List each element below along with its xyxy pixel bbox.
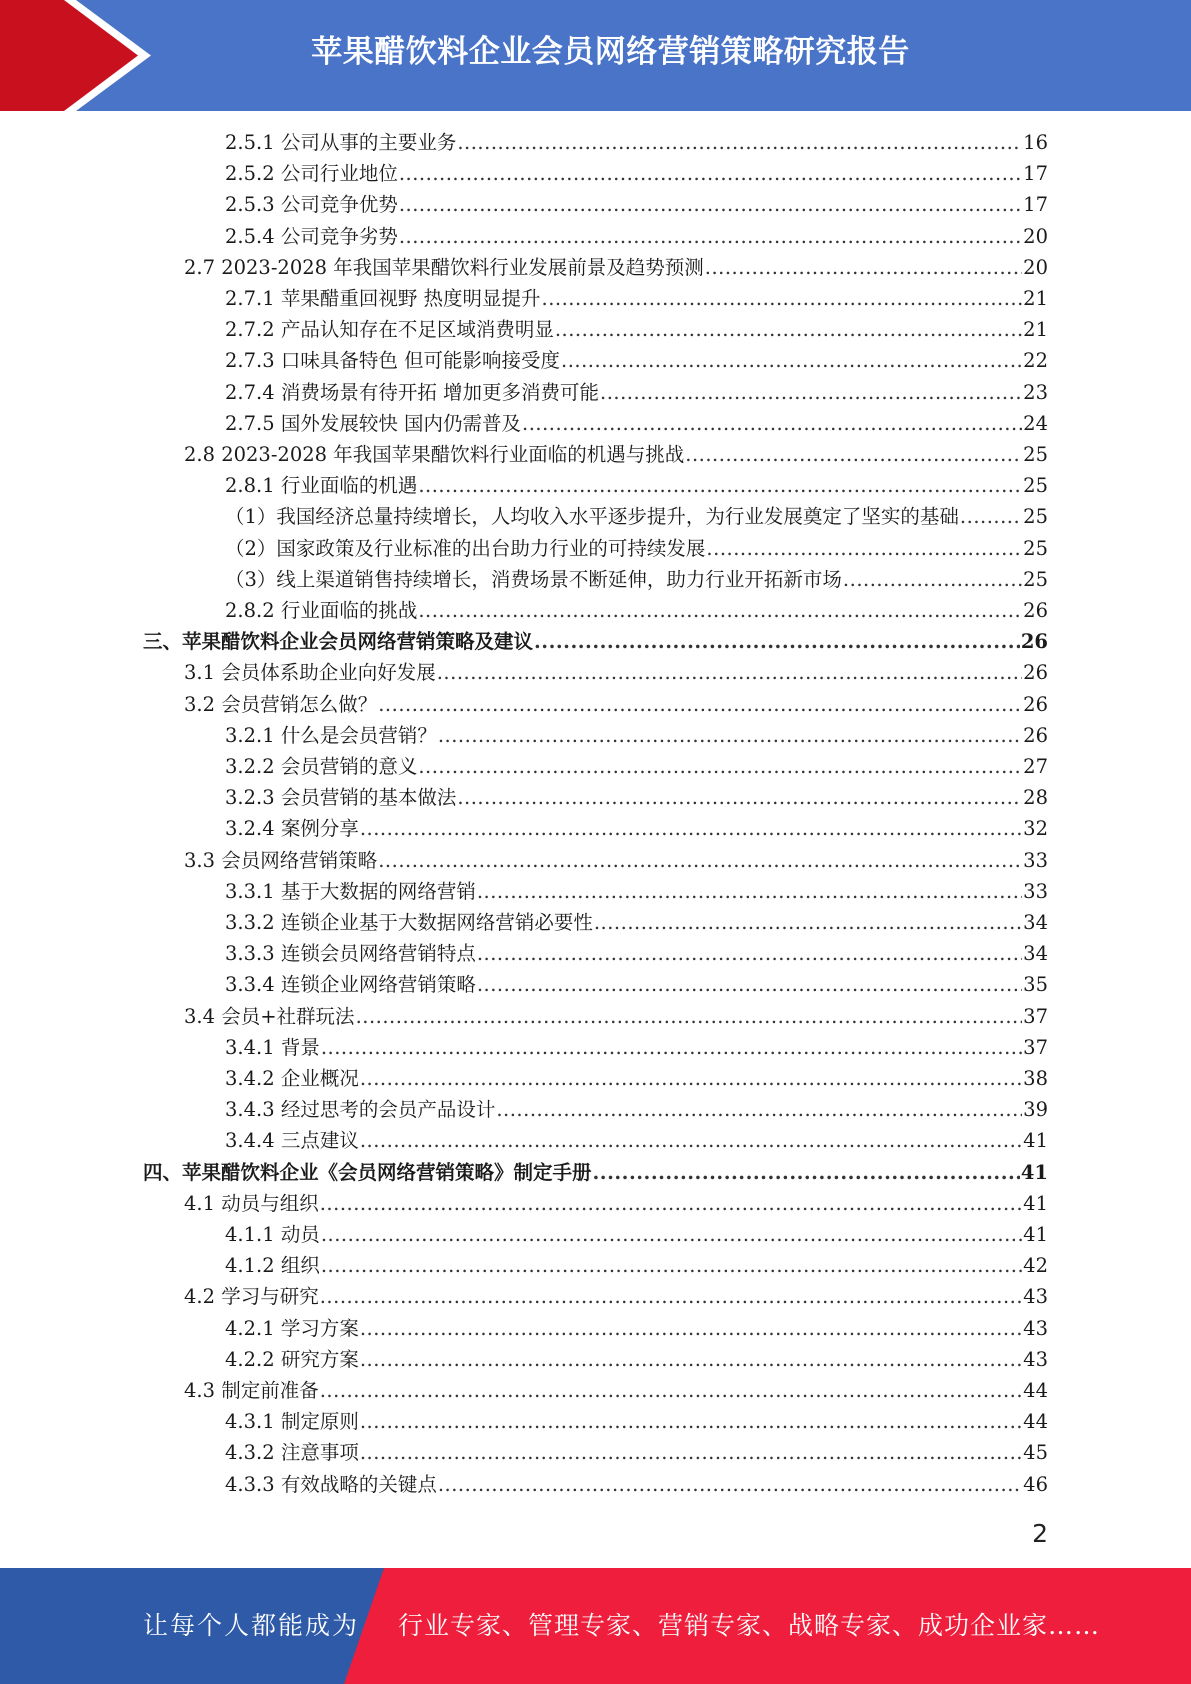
toc-entry-page: 25 <box>1023 443 1048 466</box>
toc-entry-label: 2.7.3 口味具备特色 但可能影响接受度 <box>225 349 561 373</box>
toc-entry-label: 3.4.4 三点建议 <box>225 1129 359 1153</box>
toc-entry-page: 34 <box>1023 942 1048 966</box>
toc-entry[interactable] <box>184 845 1048 876</box>
toc-entry[interactable] <box>225 938 1048 969</box>
toc-entry-page: 37 <box>1023 1004 1048 1028</box>
toc-entry-label: 3.2.2 会员营销的意义 <box>225 755 418 778</box>
toc-dot-leader <box>438 1469 1022 1500</box>
toc-entry-page: 27 <box>1023 755 1048 778</box>
toc-entry[interactable] <box>225 408 1048 439</box>
toc-entry[interactable] <box>184 689 1048 720</box>
toc-entry[interactable] <box>184 439 1048 470</box>
toc-dot-leader <box>360 1406 1022 1437</box>
toc-dot-leader <box>457 782 1022 813</box>
toc-entry-page: 42 <box>1023 1254 1048 1278</box>
toc-entry-page: 39 <box>1023 1098 1048 1122</box>
toc-entry-page: 35 <box>1023 973 1048 997</box>
toc-entry-page: 24 <box>1023 411 1048 435</box>
toc-entry[interactable] <box>225 127 1048 158</box>
page-number: 2 <box>1032 1519 1048 1548</box>
toc-entry-label: 4.1.2 组织 <box>225 1254 320 1278</box>
report-title: 苹果醋饮料企业会员网络营销策略研究报告 <box>311 34 910 70</box>
toc-dot-leader <box>360 1125 1022 1156</box>
toc-dot-leader <box>321 1250 1022 1281</box>
toc-entry[interactable] <box>225 533 1048 564</box>
toc-dot-leader <box>534 626 1020 657</box>
toc-dot-leader <box>593 1157 1020 1188</box>
toc-entry-page: 44 <box>1023 1410 1048 1434</box>
toc-entry-page: 21 <box>1023 318 1048 342</box>
toc-dot-leader <box>320 1281 1022 1312</box>
toc-entry-label: 4.2 学习与研究 <box>184 1285 319 1309</box>
toc-entry[interactable] <box>225 158 1048 189</box>
toc-entry-label: 3.4.3 经过思考的会员产品设计 <box>225 1098 496 1122</box>
toc-entry-page: 44 <box>1023 1379 1048 1402</box>
toc-entry-page: 33 <box>1023 879 1048 903</box>
toc-entry[interactable] <box>225 1469 1048 1500</box>
toc-entry-page: 25 <box>1023 505 1048 529</box>
header-band <box>0 0 1191 111</box>
toc-entry-page: 28 <box>1023 786 1048 810</box>
toc-entry-page: 25 <box>1023 567 1048 591</box>
toc-entry-label: 4.1 动员与组织 <box>184 1191 319 1215</box>
toc-dot-leader <box>685 439 1022 470</box>
toc-entry-label: 3.2.4 案例分享 <box>225 817 359 841</box>
toc-entry-page: 43 <box>1023 1285 1048 1309</box>
toc-entry-label: 4.3 制定前准备 <box>184 1379 319 1402</box>
toc-dot-leader <box>360 813 1022 844</box>
toc-entry-page: 20 <box>1023 224 1048 248</box>
toc-dot-leader <box>320 1375 1022 1406</box>
toc-entry-page: 38 <box>1023 1067 1048 1090</box>
toc-entry[interactable] <box>184 657 1048 688</box>
toc-dot-leader <box>321 1032 1022 1063</box>
toc-dot-leader <box>360 1344 1022 1375</box>
toc-dot-leader <box>378 689 1022 720</box>
toc-entry-page: 25 <box>1023 474 1048 498</box>
toc-entry-label: 3.3.3 连锁会员网络营销特点 <box>225 942 476 966</box>
toc-dot-leader <box>561 345 1022 376</box>
toc-entry-page: 16 <box>1023 131 1048 154</box>
toc-dot-leader <box>418 470 1022 501</box>
toc-entry[interactable] <box>225 221 1048 252</box>
toc-dot-leader <box>320 1188 1022 1219</box>
toc-entry[interactable] <box>225 345 1048 376</box>
toc-dot-leader <box>437 657 1022 688</box>
toc-entry-page: 21 <box>1023 287 1048 310</box>
toc-dot-leader <box>477 876 1022 907</box>
toc-entry-label: 3.2.3 会员营销的基本做法 <box>225 786 457 810</box>
toc-entry-label: （1）我国经济总量持续增长，人均收入水平逐步提升，为行业发展奠定了坚实的基础 <box>225 505 959 529</box>
toc-entry[interactable] <box>225 720 1048 751</box>
toc-entry[interactable] <box>225 1406 1048 1437</box>
toc-entry-page: 41 <box>1020 1160 1048 1184</box>
toc-entry[interactable] <box>225 314 1048 345</box>
toc-entry[interactable] <box>225 1250 1048 1281</box>
toc-entry-label: 3.3.4 连锁企业网络营销策略 <box>225 973 476 997</box>
toc-entry-page: 32 <box>1023 817 1048 841</box>
toc-entry-page: 26 <box>1023 599 1048 622</box>
toc-entry-label: 3.3.2 连锁企业基于大数据网络营销必要性 <box>225 911 593 934</box>
toc-entry[interactable] <box>184 252 1048 283</box>
toc-entry[interactable] <box>225 907 1048 938</box>
toc-entry-page: 17 <box>1023 162 1048 186</box>
toc-entry-page: 34 <box>1023 911 1048 934</box>
toc-entry[interactable] <box>184 1281 1048 1312</box>
toc-entry-label: 4.3.3 有效战略的关键点 <box>225 1472 437 1496</box>
toc-entry-page: 26 <box>1023 692 1048 716</box>
toc-entry-label: 2.5.2 公司行业地位 <box>225 162 398 186</box>
toc-entry[interactable] <box>225 189 1048 220</box>
toc-entry-label: 2.7.5 国外发展较快 国内仍需普及 <box>225 411 522 435</box>
toc-entry-page: 22 <box>1023 349 1048 373</box>
toc-entry-label: 4.3.1 制定原则 <box>225 1410 359 1434</box>
toc-entry[interactable] <box>225 377 1048 408</box>
toc-dot-leader <box>399 221 1022 252</box>
footer-slogan-left: 让每个人都能成为 <box>143 1611 360 1640</box>
toc-entry-page: 43 <box>1023 1347 1048 1371</box>
toc-entry-label: 3.2 会员营销怎么做？ <box>184 692 378 716</box>
toc-entry-label: （3）线上渠道销售持续增长，消费场景不断延伸，助力行业开拓新市场 <box>225 567 842 591</box>
toc-entry-label: 3.4.2 企业概况 <box>225 1067 359 1090</box>
toc-entry-label: 2.7 2023-2028 年我国苹果醋饮料行业发展前景及趋势预测 <box>184 255 704 279</box>
toc-entry-label: 2.7.4 消费场景有待开拓 增加更多消费可能 <box>225 380 600 404</box>
toc-entry[interactable] <box>184 1001 1048 1032</box>
toc-dot-leader <box>360 1313 1022 1344</box>
toc-entry-label: 4.3.2 注意事项 <box>225 1441 359 1465</box>
toc-entry[interactable] <box>225 1063 1048 1094</box>
toc-entry[interactable] <box>143 1157 1048 1188</box>
toc-entry[interactable] <box>225 1344 1048 1375</box>
toc-entry[interactable] <box>225 751 1048 782</box>
toc-entry-label: 2.8 2023-2028 年我国苹果醋饮料行业面临的机遇与挑战 <box>184 443 685 466</box>
toc-dot-leader <box>399 189 1022 220</box>
toc-entry-page: 26 <box>1020 630 1048 654</box>
toc-entry-label: 2.5.4 公司竞争劣势 <box>225 224 398 248</box>
toc-dot-leader <box>555 314 1022 345</box>
toc-dot-leader <box>706 533 1022 564</box>
toc-entry-page: 41 <box>1023 1191 1048 1215</box>
toc-dot-leader <box>496 1094 1022 1125</box>
toc-entry-label: 2.7.1 苹果醋重回视野 热度明显提升 <box>225 287 541 310</box>
toc-entry[interactable] <box>225 1125 1048 1156</box>
toc-entry-page: 41 <box>1023 1129 1048 1153</box>
toc-entry[interactable] <box>225 1032 1048 1063</box>
toc-dot-leader <box>418 595 1022 626</box>
toc-entry-label: 2.5.1 公司从事的主要业务 <box>225 131 457 154</box>
toc-entry-label: 3.3.1 基于大数据的网络营销 <box>225 879 476 903</box>
toc-entry[interactable] <box>184 1375 1048 1406</box>
toc-entry[interactable] <box>225 283 1048 314</box>
toc-dot-leader <box>321 1219 1022 1250</box>
toc-entry-label: 2.8.2 行业面临的挑战 <box>225 599 418 622</box>
toc-entry-page: 17 <box>1023 193 1048 217</box>
toc-entry[interactable] <box>225 813 1048 844</box>
footer-band <box>0 1568 1191 1684</box>
toc-entry-label: 四、苹果醋饮料企业《会员网络营销策略》制定手册 <box>143 1160 592 1184</box>
toc-entry-label: （2）国家政策及行业标准的出台助力行业的可持续发展 <box>225 536 706 560</box>
toc-entry-label: 2.7.2 产品认知存在不足区域消费明显 <box>225 318 554 342</box>
toc-dot-leader <box>594 907 1022 938</box>
toc-entry-page: 37 <box>1023 1035 1048 1059</box>
toc-entry[interactable] <box>225 1094 1048 1125</box>
toc-dot-leader <box>600 377 1022 408</box>
toc-entry-page: 41 <box>1023 1223 1048 1246</box>
toc-dot-leader <box>360 1437 1022 1468</box>
toc-entry-page: 46 <box>1023 1472 1048 1496</box>
toc-entry-label: 2.8.1 行业面临的机遇 <box>225 474 418 498</box>
toc-entry-label: 3.3 会员网络营销策略 <box>184 848 378 872</box>
toc-entry-label: 2.5.3 公司竞争优势 <box>225 193 398 217</box>
toc-entry-label: 三、苹果醋饮料企业会员网络营销策略及建议 <box>143 630 534 654</box>
toc-dot-leader <box>378 845 1022 876</box>
toc-entry[interactable] <box>225 782 1048 813</box>
toc-dot-leader <box>360 1063 1022 1094</box>
toc-entry-page: 33 <box>1023 848 1048 872</box>
toc-dot-leader <box>477 938 1022 969</box>
toc-entry-page: 26 <box>1023 661 1048 685</box>
toc-dot-leader <box>705 252 1022 283</box>
toc-dot-leader <box>843 564 1022 595</box>
toc-entry[interactable] <box>225 595 1048 626</box>
toc-entry-label: 3.1 会员体系助企业向好发展 <box>184 661 436 685</box>
toc-entry[interactable] <box>225 1219 1048 1250</box>
toc-dot-leader <box>438 720 1022 751</box>
toc-dot-leader <box>457 127 1022 158</box>
toc-entry[interactable] <box>184 1188 1048 1219</box>
toc-entry[interactable] <box>225 969 1048 1000</box>
toc-dot-leader <box>477 969 1022 1000</box>
toc-entry-label: 3.2.1 什么是会员营销？ <box>225 723 437 747</box>
toc-dot-leader <box>542 283 1023 314</box>
toc-entry[interactable] <box>143 626 1048 657</box>
toc-dot-leader <box>418 751 1022 782</box>
toc-entry-page: 45 <box>1023 1441 1048 1465</box>
toc-entry[interactable] <box>225 876 1048 907</box>
toc-entry-label: 3.4.1 背景 <box>225 1035 320 1059</box>
toc-entry[interactable] <box>225 501 1048 532</box>
toc-entry-page: 23 <box>1023 380 1048 404</box>
toc-entry[interactable] <box>225 564 1048 595</box>
toc-entry-page: 43 <box>1023 1316 1048 1340</box>
toc-entry-page: 20 <box>1023 255 1048 279</box>
toc-dot-leader <box>399 158 1022 189</box>
toc-entry[interactable] <box>225 1313 1048 1344</box>
toc-entry-page: 25 <box>1023 536 1048 560</box>
toc-entry[interactable] <box>225 1437 1048 1468</box>
toc-entry-label: 3.4 会员+社群玩法 <box>184 1004 355 1028</box>
toc-dot-leader <box>522 408 1022 439</box>
toc-entry-page: 26 <box>1023 723 1048 747</box>
toc-dot-leader <box>356 1001 1023 1032</box>
toc-entry-label: 4.1.1 动员 <box>225 1223 320 1246</box>
toc-dot-leader <box>960 501 1022 532</box>
toc-entry-label: 4.2.2 研究方案 <box>225 1347 359 1371</box>
toc-entry-label: 4.2.1 学习方案 <box>225 1316 359 1340</box>
toc-entry[interactable] <box>225 470 1048 501</box>
footer-slogan-right: 行业专家、管理专家、营销专家、战略专家、成功企业家…… <box>398 1611 1101 1640</box>
